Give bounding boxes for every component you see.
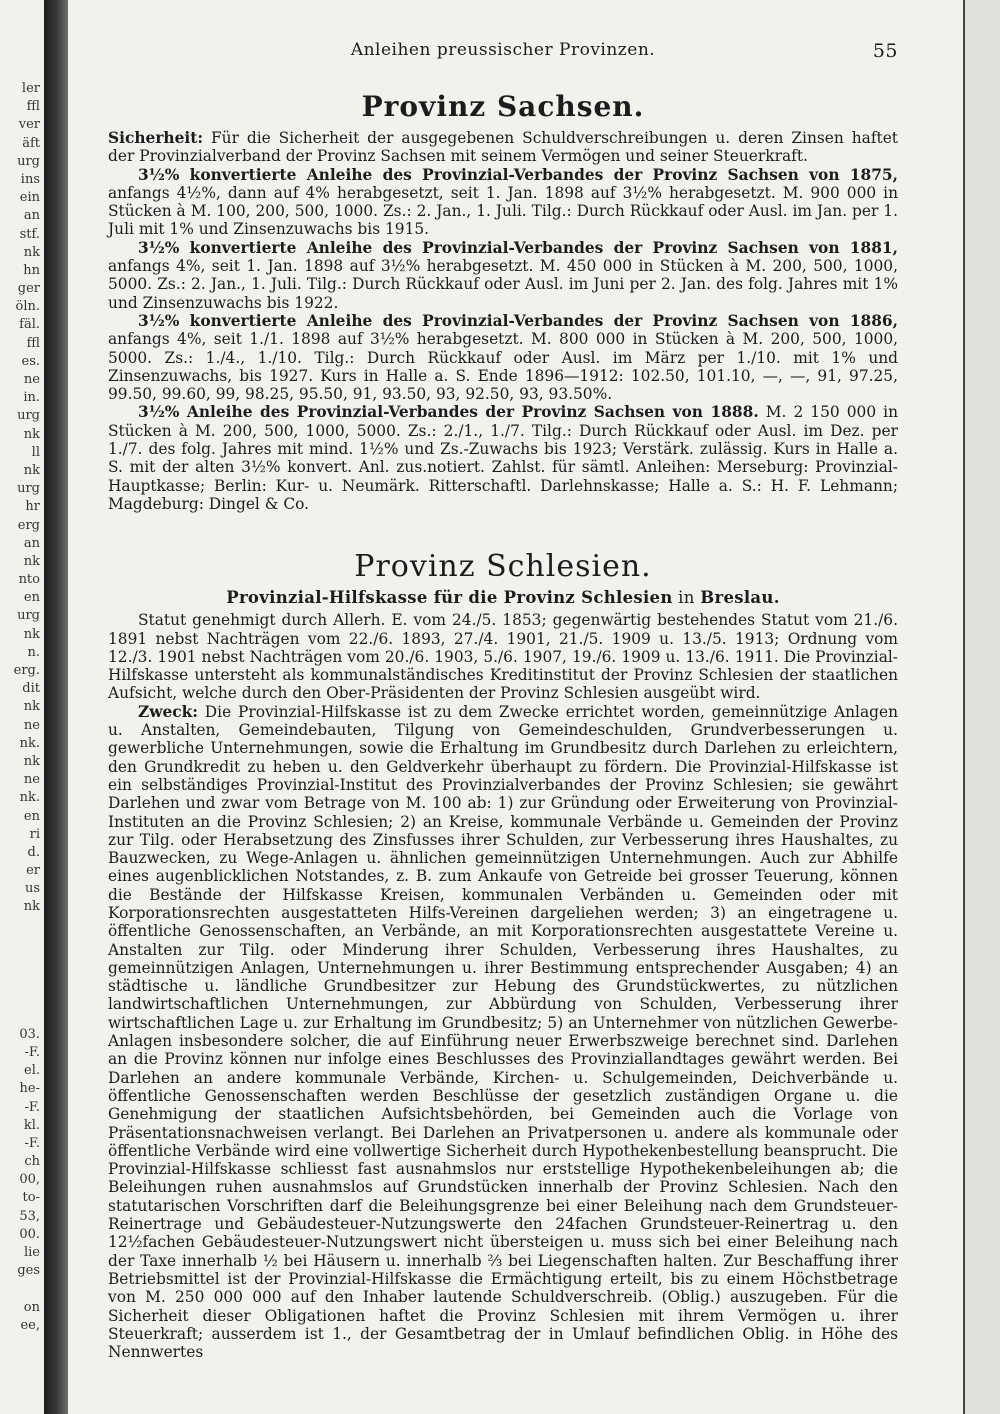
subtitle-hilfskasse	[108, 588, 898, 607]
margin-fragment: ri	[29, 826, 40, 842]
margin-fragment: -F.	[24, 1099, 40, 1115]
margin-fragment: 00,	[19, 1172, 40, 1188]
loan-1875-text: anfangs 4½%, dann auf 4% herabgesetzt, seit 1. Jan. 1898 auf 3½% herabgesetzt. M. 900 000 in Stücken à M. 100, 200, 500, 1000. Zs.: 2. Jan., 1. Juli. Tilg.: Durch Rückkauf oder Ausl. im Jan. per 1. Juli mit 1% und Zinsenzuwachs bis 1915.	[108, 183, 898, 239]
margin-fragment: nk.	[19, 790, 40, 806]
paragraph-statut: Statut genehmigt durch Allerh. E. vom 24./5. 1853; gegenwärtig bestehendes Statut vom 21./6. 1891 nebst Nachträgen vom 22./6. 1893, 27./4. 1901, 21./5. 1909 u. 13./5. 1913; Ordnung vom 12./3. 1901 nebst Nachträgen vom 20./6. 1903, 5./6. 1907, 19./6. 1909 u. 13./6. 1911. Die Provinzial-Hilfskasse untersteht als kommunalständisches Kreditinstitut der Provinz Schlesien der staatlichen Aufsicht, welche durch den Ober-Präsidenten der Provinz Schlesien ausgeübt wird.	[108, 611, 898, 703]
margin-fragment: nk	[23, 244, 40, 260]
margin-fragment: an	[23, 208, 40, 224]
running-head	[108, 40, 898, 72]
running-title: Anleihen preussischer Provinzen.	[350, 40, 656, 60]
page	[108, 40, 898, 1400]
subtitle-city: Breslau.	[700, 588, 780, 608]
margin-fragment: hn	[23, 262, 40, 278]
margin-fragment	[0, 935, 40, 953]
loan-1875-title: 3½% konvertierte Anleihe des Provinzial-Verbandes der Provinz Sachsen von 1875,	[138, 165, 898, 184]
margin-fragment	[0, 953, 40, 971]
margin-fragment: nk	[23, 462, 40, 478]
loan-1886-title: 3½% konvertierte Anleihe des Provinzial-Verbandes der Provinz Sachsen von 1886,	[138, 311, 898, 330]
loan-1888-text: M. 2 150 000 in Stücken à M. 200, 500, 1000, 5000. Zs.: 2./1., 1./7. Tilg.: Durch Rückkauf oder Ausl. im Dez. per 1./7. des folg. Jahres mit mind. 1½% und Zs.-Zuwachs bis 1923; Verstärk. zulässig. Kurs in Halle a. S. mit der alten 3½% konvert. Anl. zus.notiert. Zahlst. für sämtl. Anleihen: Merseburg: Provinzial-Hauptkasse; Berlin: Kur- u. Neumärk. Ritterschaftl. Darlehnskasse; Halle a. S.: H. F. Lehmann; Magdeburg: Dingel & Co.	[108, 403, 898, 513]
margin-fragment: erg	[17, 517, 40, 533]
margin-fragment: erg.	[13, 663, 40, 678]
loan-1881-title: 3½% konvertierte Anleihe des Provinzial-Verbandes der Provinz Sachsen von 1881,	[138, 238, 898, 257]
margin-fragment: nk	[23, 899, 40, 915]
margin-fragment	[0, 989, 40, 1007]
margin-fragment: öln.	[15, 299, 40, 315]
loan-1888-title: 3½% Anleihe des Provinzial-Verbandes der Provinz Sachsen von 1888.	[138, 403, 759, 422]
margin-fragment: en	[23, 808, 40, 824]
page-number: 55	[872, 40, 898, 62]
margin-fragment: nk.	[19, 735, 40, 751]
margin-fragment: urg	[17, 481, 40, 497]
margin-fragment: in.	[23, 390, 40, 406]
label-zweck: Zweck:	[138, 702, 198, 721]
margin-fragment: kl.	[23, 1117, 40, 1133]
margin-fragment: nk	[23, 426, 40, 442]
margin-fragment: urg	[17, 608, 40, 624]
margin-fragment: äft	[22, 135, 40, 151]
margin-fragment: ne	[23, 372, 40, 387]
margin-fragment: ins	[20, 171, 40, 187]
margin-fragment: el.	[24, 1063, 40, 1079]
right-page-edge	[965, 0, 1000, 1414]
margin-fragment: stf.	[19, 226, 40, 242]
margin-fragment: nk	[23, 753, 40, 769]
margin-fragment: nk	[23, 699, 40, 715]
subtitle-bold: Provinzial-Hilfskasse für die Provinz Schlesien	[226, 588, 673, 608]
paragraph-sicherheit	[108, 129, 898, 166]
margin-fragment: ges	[17, 1263, 40, 1279]
margin-fragment: ll	[31, 444, 40, 460]
margin-fragment	[0, 917, 40, 935]
margin-fragment: ffl	[26, 335, 40, 351]
paragraph-loan-1881	[108, 239, 898, 312]
margin-fragment: ch	[24, 1154, 40, 1170]
margin-fragment: ffl	[26, 99, 40, 115]
margin-fragment: ger	[17, 281, 40, 297]
margin-fragment: hr	[25, 499, 40, 515]
paragraph-loan-1875	[108, 166, 898, 239]
paragraph-zweck	[108, 703, 898, 1362]
margin-fragment: urg	[17, 408, 40, 424]
margin-fragment: ne	[23, 772, 40, 788]
binding-gutter	[44, 0, 68, 1414]
margin-fragment: nk	[23, 553, 40, 569]
margin-fragment: ne	[23, 717, 40, 733]
margin-fragment: lie	[23, 1245, 40, 1260]
margin-fragment: en	[23, 590, 40, 606]
margin-fragment: on	[23, 1299, 40, 1315]
margin-fragment: ein	[19, 190, 40, 206]
margin-fragment: to-	[22, 1190, 40, 1206]
margin-fragment: er	[26, 863, 40, 879]
margin-fragment: dit	[22, 681, 40, 697]
margin-fragment: he-	[19, 1081, 40, 1097]
paragraph-loan-1886	[108, 312, 898, 403]
margin-fragment: ee,	[20, 1317, 40, 1333]
margin-fragment: nto	[18, 572, 40, 588]
text-sicherheit: Für die Sicherheit der ausgegebenen Schuldverschreibungen u. deren Zinsen haftet der Provinzialverband der Provinz Sachsen mit seinem Vermögen und seiner Steuerkraft.	[108, 129, 898, 166]
margin-fragment	[0, 1280, 40, 1298]
margin-fragment: us	[24, 881, 40, 897]
margin-fragment: d.	[27, 844, 40, 860]
margin-fragment: nk	[23, 626, 40, 642]
margin-fragment: -F.	[24, 1135, 40, 1151]
margin-fragment	[0, 1008, 40, 1026]
margin-fragment	[0, 971, 40, 989]
loan-1881-text: anfangs 4%, seit 1. Jan. 1898 auf 3½% herabgesetzt. M. 450 000 in Stücken à M. 200, 500, 1000, 5000. Zs.: 2. Jan., 1. Juli. Tilg.: Durch Rückkauf oder Ausl. im Juni per 2. Jan. des folg. Jahres mit 1% und Zinsenzuwachs bis 1922.	[108, 257, 898, 312]
loan-1886-text: anfangs 4%, seit 1./1. 1898 auf 3½% herabgesetzt. M. 800 000 in Stücken à M. 200, 500, 1000, 5000. Zs.: 1./4., 1./10. Tilg.: Durch Rückkauf oder Ausl. im März per 1./10. mit 1% und Zinsenzuwachs, bis 1927. Kurs in Halle a. S. Ende 1896—1912: 102.50, 101.10, —, —, 91, 97.25, 99.50, 99.60, 99, 98.25, 95.50, 91, 93.50, 93, 92.50, 93, 93.50%.	[108, 330, 898, 404]
margin-fragment: fäl.	[19, 317, 40, 333]
margin-fragment: n.	[27, 644, 40, 660]
margin-fragment: an	[23, 535, 40, 551]
margin-fragment: ver	[18, 117, 40, 133]
margin-fragment: ler	[21, 81, 40, 96]
margin-fragment: urg	[17, 153, 40, 169]
text-zweck: Die Provinzial-Hilfskasse ist zu dem Zwecke errichtet worden, gemeinnützige Anlagen u. Anstalten, Gemeindebauten, Tilgung von Gemeindeschulden, Grundverbesserungen u. gewerbliche Unternehmungen, sowie die Erhaltung im Grundbesitz durch Darlehen zu erleichtern, den Grundkredit zu heben u. den Geldverkehr überhaupt zu fördern. Die Provinzial-Hilfskasse ist ein selbständiges Provinzial-Institut des Provinzialverbandes der Provinz Schlesien; sie gewährt Darlehen und zwar vom Betrage von M. 100 ab: 1) zur Gründung oder Erweiterung von Provinzial-Instituten an die Provinz Schlesien; 2) an Kreise, kommunale Verbände u. Gemeinden der Provinz zur Tilg. oder Herabsetzung des Zinsfusses ihrer Schulden, zur Verbesserung ihres Haushaltes, zu Bauzwecken, zu Wege-Anlagen u. ähnlichen gemeinnützigen Unternehmungen. Auch zur Abhilfe eines augenblicklichen Notstandes, z. B. zum Ankaufe von Getreide bei grosser Teuerung, können die Bestände der Hilfskasse Kreisen, kommunalen Verbänden u. Gemeinden oder mit Korporationsrechten ausgestatteten Hilfs-Vereinen dargeliehen werden; 3) an eingetragene u. öffentliche Genossenschaften, an Verbände, an mit Korporationsrechten ausgestattete Vereine u. Anstalten zur Tilg. oder Minderung ihrer Schulden, Verbesserung ihres Haushaltes, zu gemeinnützigen Anlagen, Unternehmungen u. ihrer Bestimmung entsprechender Ausgaben; 4) an städtische u. ländliche Grundbesitzer zur Hebung des Grundstückwertes, zu nützlichen landwirtschaftlichen Unternehmungen, zur Abbürdung von Schulden, Verbesserung ihrer wirtschaftlichen Lage u. zur Erhaltung im Grundbesitz; 5) an Unternehmer von nützlichen Gewerbe-Anlagen insbesondere solcher, die auf Einführung neuer Erwerbszweige berechnet sind. Darlehen an die Provinz können nur infolge eines Beschlusses des Provinziallandtages gewährt werden. Bei Darlehen an andere kommunale Verbände, Kirchen- u. Schulgemeinden, Deichverbände u. öffentliche Genossenschaften werden Beschlüsse der gesetzlich zuständigen Organe u. die Genehmigung der staatlichen Aufsichtsbehörden, bei Gemeinden auch die Vorlage von Präsentationsnachweisen verlangt. Bei Darlehen an Privatpersonen u. andere als kommunale oder öffentliche Verbände wird eine vollwertige Sicherheit durch Hypothekenbestellung beansprucht. Die Provinzial-Hilfskasse schliesst fast ausnahmslos nur erststellige Hypothekenbeleihungen ab; die Beleihungen ruhen ausnahmslos auf Grundstücken innerhalb der Provinz Schlesien. Nach den statutarischen Vorschriften darf die Beleihungsgrenze bei einer Beleihung nach dem Grundsteuer-Reinertrage und Gebäudesteuer-Nutzungswerte den 24fachen Grundsteuer-Reinertrag u. den 12½fachen Gebäudesteuer-Nutzungswert nicht übersteigen u. muss sich bei einer Beleihung nach der Taxe innerhalb ½ bei Häusern u. innerhalb ⅔ bei Liegenschaften halten. Zur Beschaffung ihrer Betriebsmittel ist der Provinzial-Hilfskasse die Ermächtigung erteilt, bis zu einem Höchstbetrage von M. 250 000 000 auf den Inhaber lautende Schuldverschreib. (Oblig.) auszugeben. Für die Sicherheit dieser Obligationen haftet die Provinz Schlesien mit ihrem Vermögen u. ihrer Steuerkraft; ausserdem ist 1., der Gesamtbetrag der in Umlauf befindlichen Oblig. in Höhe des Nennwertes	[108, 702, 898, 1362]
paragraph-loan-1888	[108, 403, 898, 513]
margin-fragment: 53,	[19, 1208, 40, 1224]
margin-fragment: 00.	[19, 1226, 40, 1242]
adjacent-page-fragments	[0, 80, 40, 1380]
section-title-schlesien: Provinz Schlesien.	[354, 549, 652, 585]
section-title-sachsen: Provinz Sachsen.	[361, 90, 645, 123]
margin-fragment: 03.	[19, 1026, 40, 1042]
subtitle-in: in	[672, 588, 701, 608]
margin-fragment: -F.	[24, 1044, 40, 1060]
margin-fragment: es.	[21, 353, 40, 369]
label-sicherheit: Sicherheit:	[108, 129, 204, 147]
